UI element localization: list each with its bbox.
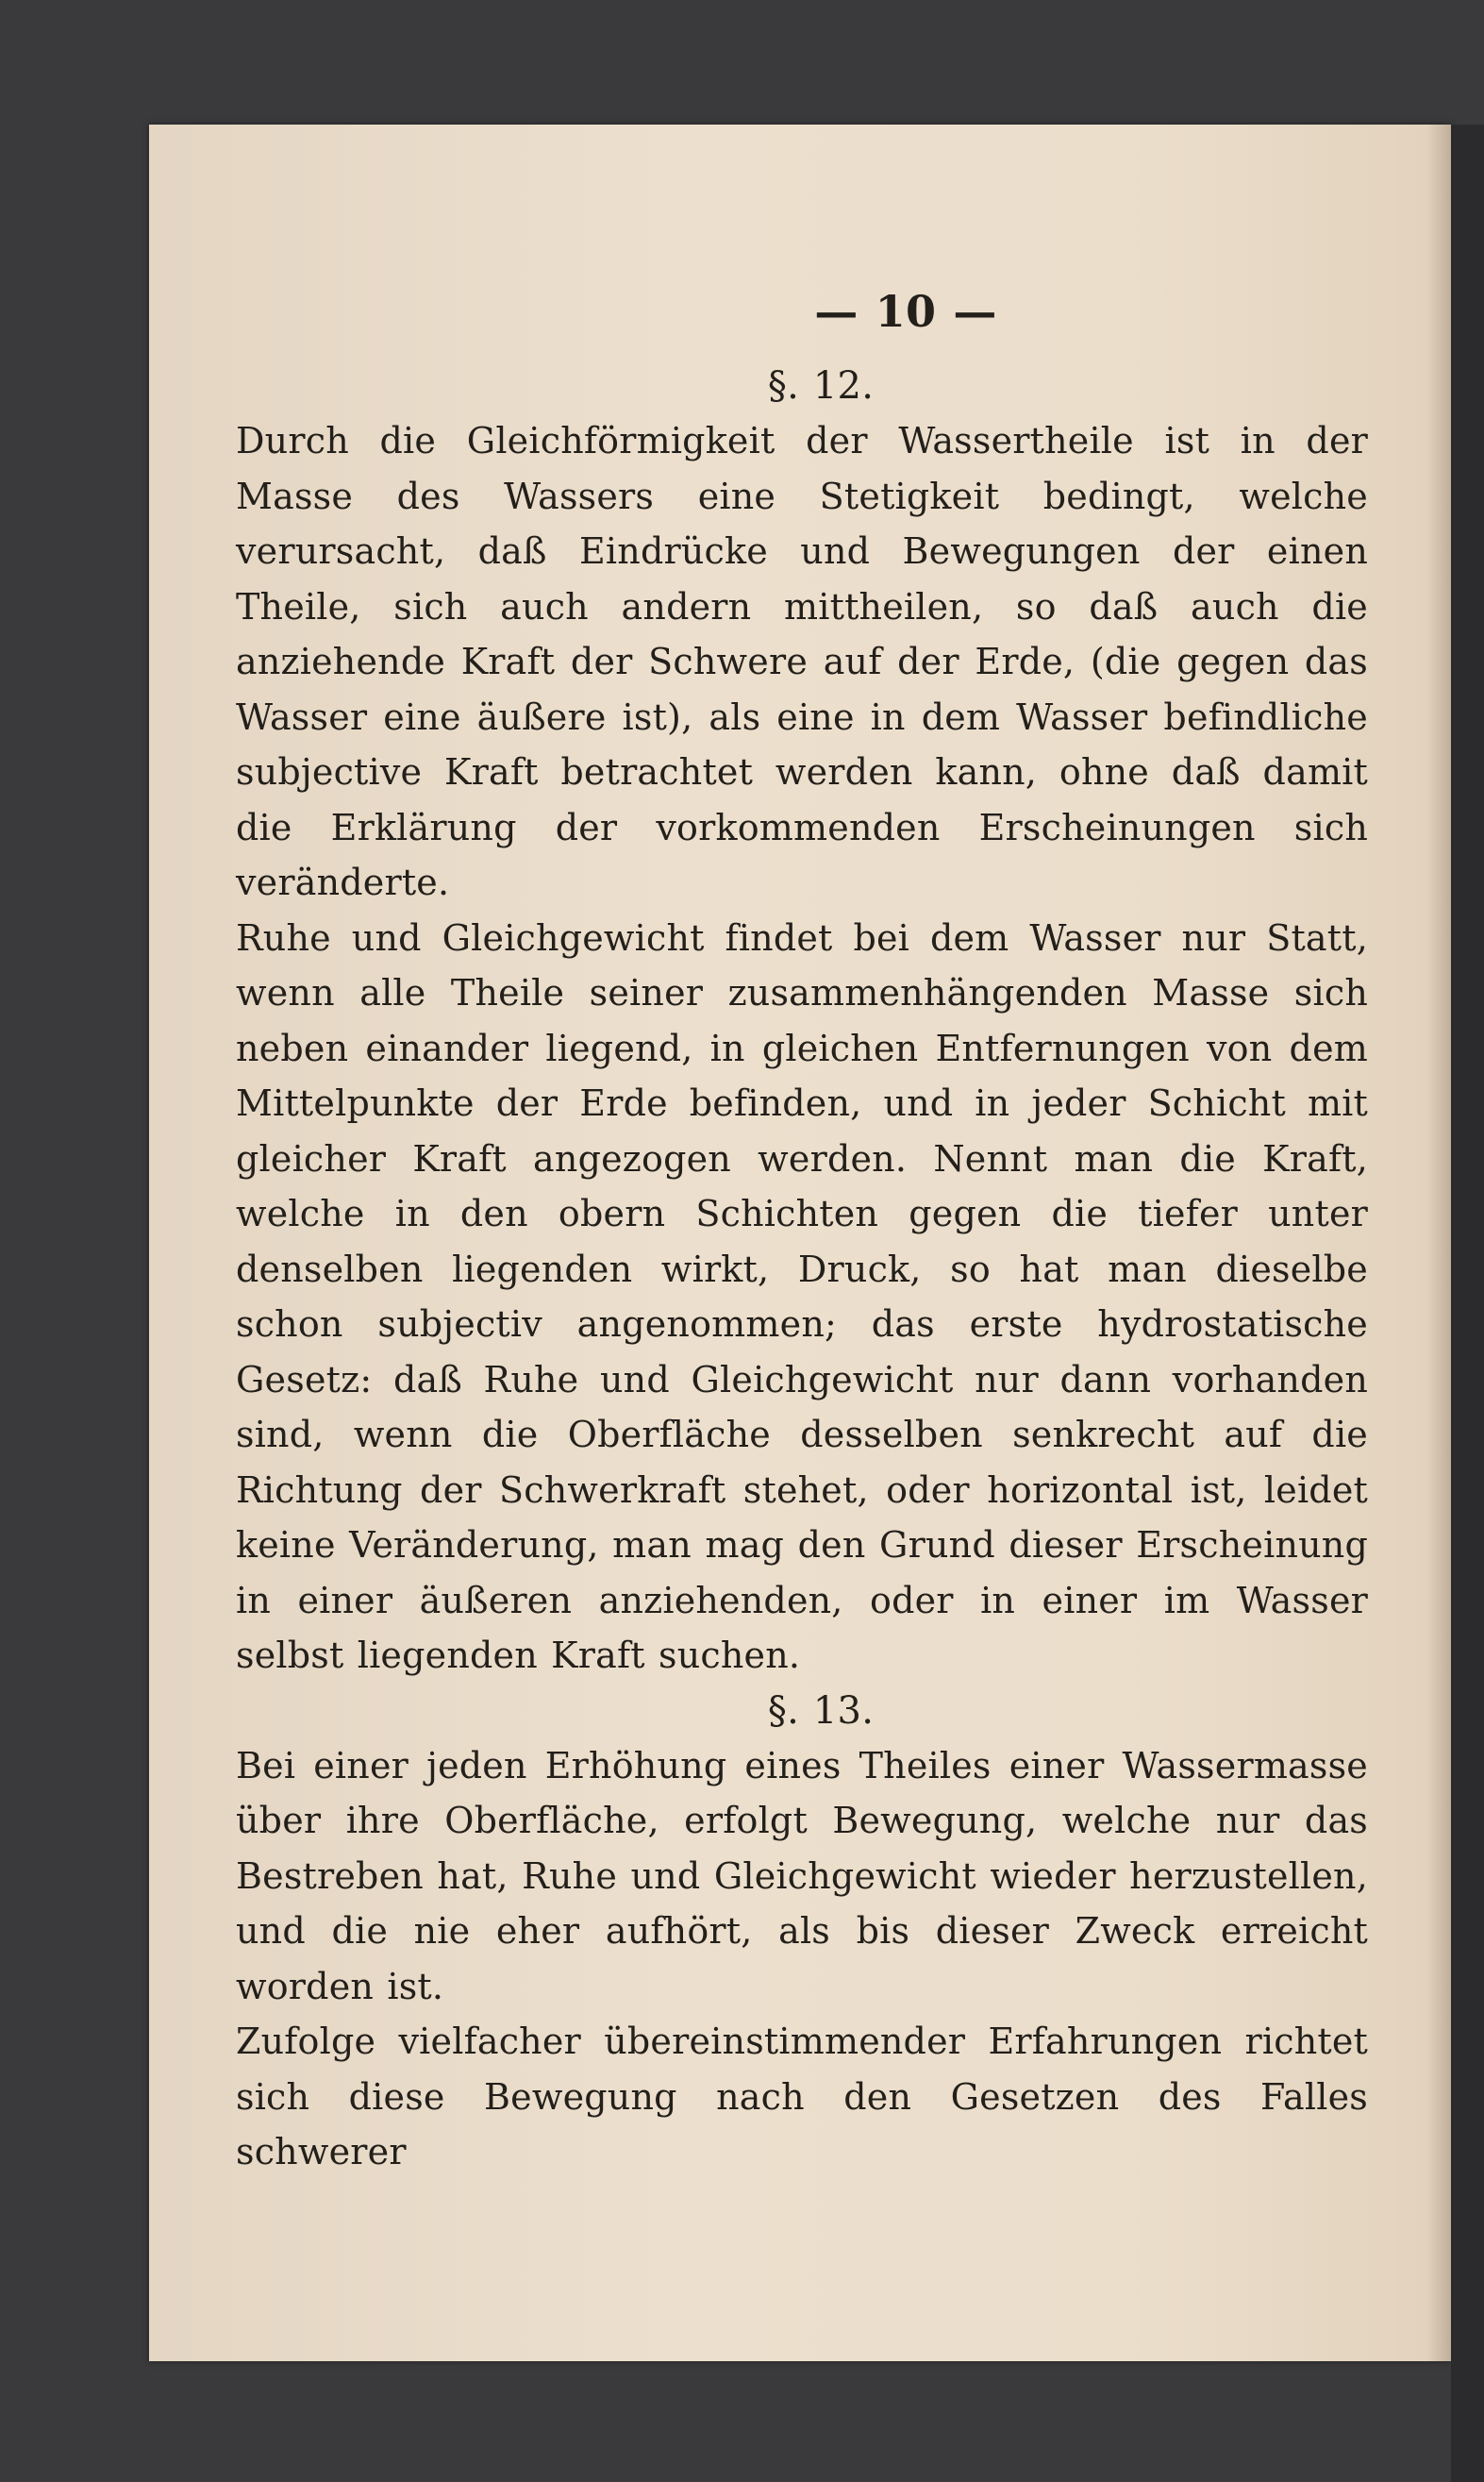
paragraph: Bei einer jeden Erhöhung eines Theiles einer Wassermasse über ihre Oberfläche, erfolgt Bewegung, welche nur das Bestreben hat, Ruhe und Gleichgewicht wieder herzustellen, und die nie eher aufhört, als bis dieser Zweck erreicht worden ist. xyxy=(236,1744,1368,2007)
section-heading-12: §. 12. xyxy=(767,364,875,408)
paragraph: Zufolge vielfacher übereinstimmender Erfahrungen richtet sich diese Bewegung nach den Gesetzen des Falles schwerer xyxy=(236,2021,1368,2172)
page-text xyxy=(236,283,1368,2180)
paragraph: Ruhe und Gleichgewicht findet bei dem Wasser nur Statt, wenn alle Theile seiner zusammenhängenden Masse sich neben einander liegend, in gleichen Entfernungen von dem Mittelpunkte der Erde befinden, und in jeder Schicht mit gleicher Kraft angezogen werden. Nennt man die Kraft, welche in den obern Schichten gegen die tiefer unter denselben liegenden wirkt, Druck, so hat man dieselbe schon subjectiv angenommen; das erste hydrostatische Gesetz: daß Ruhe und Gleichgewicht nur dann vorhanden sind, wenn die Oberfläche desselben senkrecht auf die Richtung der Schwerkraft stehet, oder horizontal ist, leidet keine Veränderung, man mag den Grund dieser Erscheinung in einer äußeren anziehenden, oder in einer im Wasser selbst liegenden Kraft suchen. xyxy=(236,916,1368,1676)
page-number: — 10 — xyxy=(814,286,997,337)
scan-border xyxy=(1451,125,1484,2482)
page-edge-shadow xyxy=(1426,125,1451,2361)
paragraph: Durch die Gleichförmigkeit der Wassertheile ist in der Masse des Wassers eine Stetigkeit bedingt, welche verursacht, daß Eindrücke und Bewegungen der einen Theile, sich auch andern mittheilen, so daß auch die anziehende Kraft der Schwere auf der Erde, (die gegen das Wasser eine äußere ist), als eine in dem Wasser befindliche subjective Kraft betrachtet werden kann, ohne daß damit die Erklärung der vorkommenden Erscheinungen sich veränderte. xyxy=(236,420,1368,903)
section-heading-13: §. 13. xyxy=(767,1688,875,1733)
